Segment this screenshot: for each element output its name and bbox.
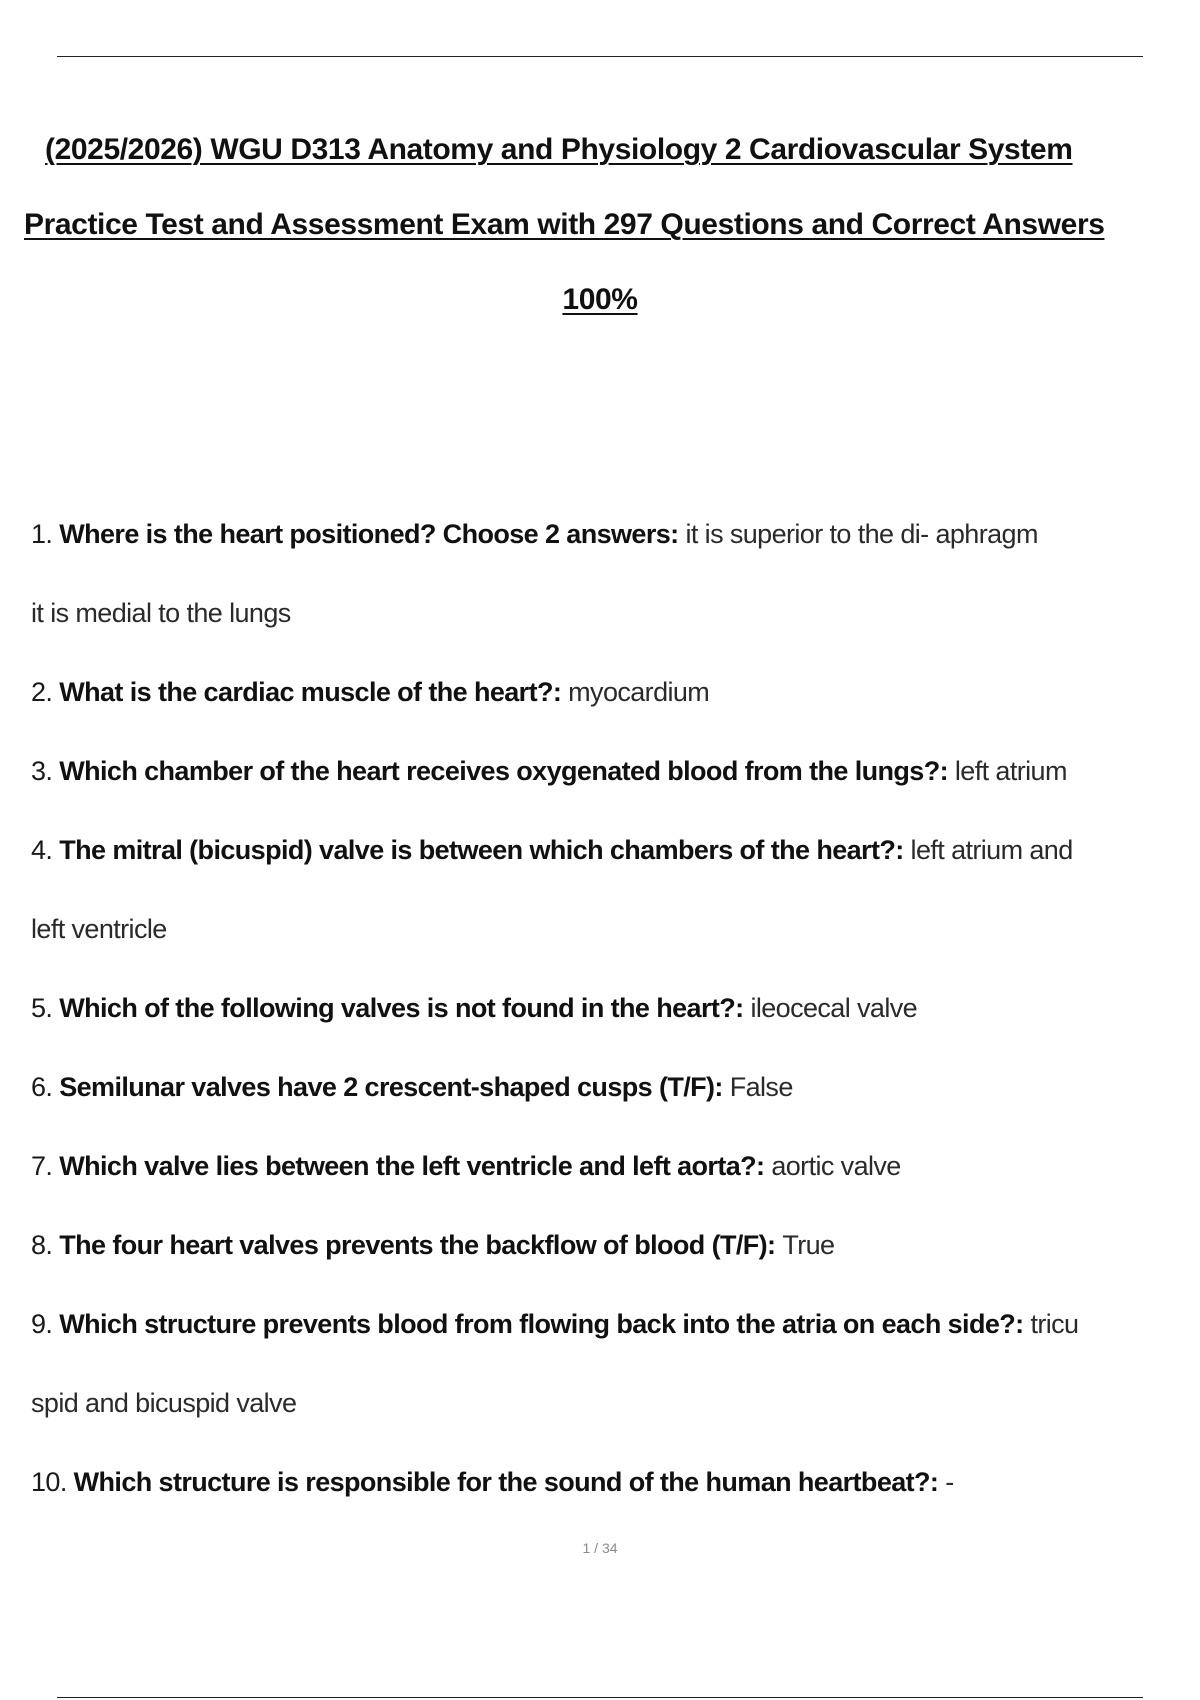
question-number: 7. <box>31 1151 53 1181</box>
page-number: 1 / 34 <box>582 1540 618 1556</box>
question-number: 2. <box>31 677 53 707</box>
answer-text: aortic valve <box>771 1151 901 1181</box>
answer-text: - <box>945 1467 954 1497</box>
question-text: Which valve lies between the left ventricle and left aorta?: <box>59 1151 772 1181</box>
bottom-rule <box>57 1697 1143 1698</box>
question-4 <box>31 832 1181 868</box>
question-text: The mitral (bicuspid) valve is between which chambers of the heart?: <box>59 835 911 865</box>
question-text: Where is the heart positioned? Choose 2 answers: <box>59 519 686 549</box>
question-number: 10. <box>31 1467 67 1497</box>
question-text: What is the cardiac muscle of the heart?: <box>59 677 569 707</box>
document-title-line-1: (2025/2026) WGU D313 Anatomy and Physiology 2 Cardiovascular System <box>45 133 1073 166</box>
answer-continuation-9: spid and bicuspid valve <box>31 1388 297 1418</box>
question-9 <box>31 1306 1181 1342</box>
question-text: Which structure is responsible for the sound of the human heartbeat?: <box>73 1467 946 1497</box>
answer-text: left atrium <box>954 756 1067 786</box>
answer-continuation-1: it is medial to the lungs <box>31 598 291 628</box>
question-number: 9. <box>31 1309 53 1339</box>
answer-text: it is superior to the di- aphragm <box>685 519 1038 549</box>
document-title-line-3: 100% <box>562 283 638 316</box>
answer-text: ileocecal valve <box>750 993 918 1023</box>
question-text: Which structure prevents blood from flowing back into the atria on each side?: <box>59 1309 1031 1339</box>
document-title-line-2: Practice Test and Assessment Exam with 297 Questions and Correct Answers <box>24 208 1105 241</box>
question-1 <box>31 516 1181 552</box>
question-text: Semilunar valves have 2 crescent-shaped cusps (T/F): <box>59 1072 730 1102</box>
question-10 <box>31 1464 1181 1500</box>
question-text: Which chamber of the heart receives oxygenated blood from the lungs?: <box>59 756 955 786</box>
question-8 <box>31 1227 1181 1263</box>
question-text: Which of the following valves is not found in the heart?: <box>59 993 751 1023</box>
question-2 <box>31 674 1181 710</box>
question-number: 8. <box>31 1230 53 1260</box>
answer-text: True <box>782 1230 835 1260</box>
question-number: 1. <box>31 519 53 549</box>
answer-text: False <box>729 1072 793 1102</box>
question-number: 4. <box>31 835 53 865</box>
question-number: 3. <box>31 756 53 786</box>
question-5 <box>31 990 1181 1026</box>
answer-text: left atrium and <box>910 835 1073 865</box>
question-3 <box>31 753 1181 789</box>
answer-text: myocardium <box>568 677 710 707</box>
question-text: The four heart valves prevents the backflow of blood (T/F): <box>59 1230 783 1260</box>
answer-text: tricu <box>1030 1309 1079 1339</box>
answer-continuation-4: left ventricle <box>31 914 167 944</box>
question-number: 6. <box>31 1072 53 1102</box>
question-number: 5. <box>31 993 53 1023</box>
question-7 <box>31 1148 1181 1184</box>
question-6 <box>31 1069 1181 1105</box>
top-rule <box>57 56 1143 57</box>
